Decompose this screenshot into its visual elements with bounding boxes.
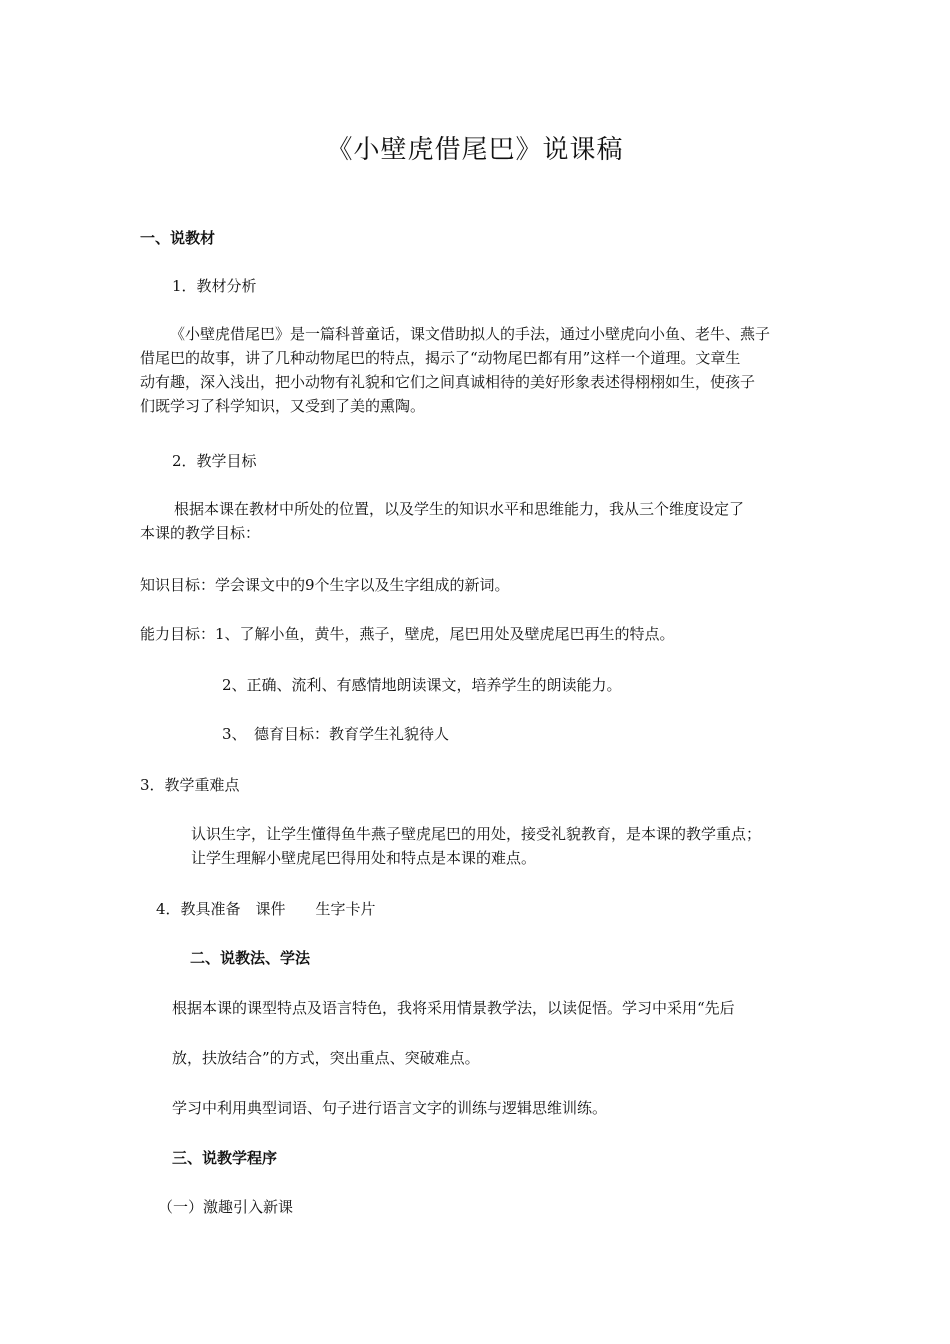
methods-line-3: 学习中利用典型词语、句子进行语言文字的训练与逻辑思维训练。 bbox=[172, 1099, 608, 1117]
paragraph-teaching-goals bbox=[140, 497, 812, 545]
paragraph-line: 动有趣，深入浅出，把小动物有礼貌和它们之间真诚相待的美好形象表述得栩栩如生，使孩子 bbox=[140, 373, 756, 391]
paragraph-key-difficulties bbox=[191, 822, 821, 870]
paragraph-line: 借尾巴的故事，讲了几种动物尾巴的特点，揭示了“动物尾巴都有用”这样一个道理。文章生 bbox=[140, 349, 741, 367]
methods-line-2: 放，扶放结合”的方式，突出重点、突破难点。 bbox=[172, 1049, 480, 1067]
paragraph-line: 本课的教学目标： bbox=[140, 524, 261, 542]
goal-knowledge: 知识目标：学会课文中的9个生字以及生字组成的新词。 bbox=[140, 576, 510, 594]
section-heading-teaching-methods: 二、说教法、学法 bbox=[190, 949, 311, 967]
subheading-introduction: （一）激趣引入新课 bbox=[158, 1198, 294, 1216]
paragraph-material-analysis bbox=[140, 322, 812, 418]
goal-ability: 能力目标：1、了解小鱼，黄牛，燕子，壁虎，尾巴用处及壁虎尾巴再生的特点。 bbox=[140, 625, 675, 643]
goal-ability-item-2: 2、正确、流利、有感情地朗读课文，培养学生的朗读能力。 bbox=[222, 676, 622, 694]
subheading-teaching-aids: 4．教具准备 课件 生字卡片 bbox=[156, 900, 376, 918]
paragraph-line: 认识生字，让学生懂得鱼牛燕子壁虎尾巴的用处，接受礼貌教育，是本课的教学重点； bbox=[191, 825, 762, 843]
section-heading-teaching-material: 一、说教材 bbox=[140, 229, 216, 247]
paragraph-line: 《小壁虎借尾巴》是一篇科普童话，课文借助拟人的手法，通过小壁虎向小鱼、老牛、燕子 bbox=[170, 325, 771, 343]
paragraph-line: 根据本课在教材中所处的位置，以及学生的知识水平和思维能力，我从三个维度设定了 bbox=[174, 500, 745, 518]
subheading-teaching-goals: 2．教学目标 bbox=[172, 452, 257, 470]
document-title: 《小壁虎借尾巴》说课稿 bbox=[326, 135, 624, 165]
subheading-material-analysis: 1．教材分析 bbox=[172, 277, 257, 295]
paragraph-line: 让学生理解小壁虎尾巴得用处和特点是本课的难点。 bbox=[191, 849, 537, 867]
subheading-key-difficulties: 3．教学重难点 bbox=[140, 776, 240, 794]
goal-moral: 3、 德育目标：教育学生礼貌待人 bbox=[222, 725, 450, 743]
methods-line-1: 根据本课的课型特点及语言特色，我将采用情景教学法，以读促悟。学习中采用“先后 bbox=[172, 999, 735, 1017]
paragraph-line: 们既学习了科学知识，又受到了美的熏陶。 bbox=[140, 397, 426, 415]
section-heading-teaching-procedure: 三、说教学程序 bbox=[172, 1149, 278, 1167]
